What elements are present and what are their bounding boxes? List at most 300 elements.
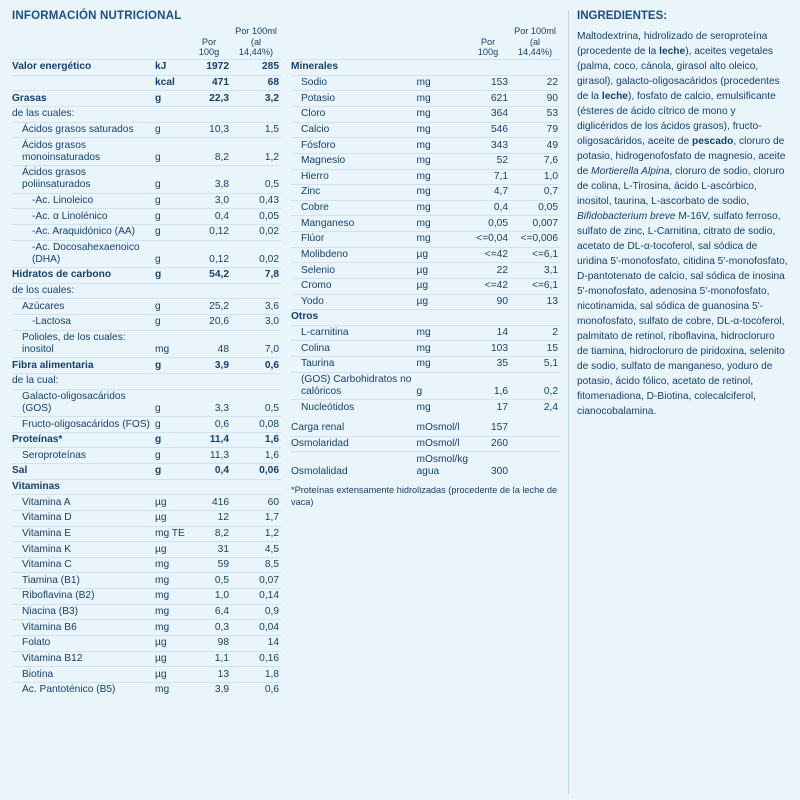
row-value-per-100g: 7,1: [468, 169, 512, 185]
row-value-per-100g: 98: [189, 635, 233, 651]
row-unit: mg: [151, 604, 189, 620]
table-row: [12, 464, 281, 480]
row-value-per-100g: 1,0: [189, 589, 233, 605]
table-row: [12, 299, 281, 315]
row-value-per-100g: 3,9: [214, 684, 229, 696]
row-unit: µg: [151, 510, 189, 526]
row-unit: g: [151, 209, 189, 225]
table-row: [12, 432, 281, 448]
row-unit: g: [151, 448, 189, 464]
row-label: [12, 75, 151, 91]
header-per-100g-l1: Por: [480, 36, 496, 47]
row-value-per-100ml: 0,2: [512, 372, 560, 400]
row-value-per-100g: 48: [189, 330, 233, 358]
row-label: Molibdeno: [291, 247, 412, 263]
row-label: -Ac. α Linolénico: [12, 209, 151, 225]
row-unit: mg: [151, 557, 189, 573]
row-unit: µg: [412, 247, 468, 263]
table-row: [12, 651, 281, 667]
row-value-per-100ml: [233, 107, 281, 123]
row-value-per-100ml: 0,05: [233, 209, 281, 225]
table-row: [12, 510, 281, 526]
table-row: [291, 169, 560, 185]
row-value-per-100ml: 3,1: [512, 263, 560, 279]
row-unit: [412, 310, 468, 326]
table-row: [291, 421, 560, 436]
table-row: [12, 620, 281, 636]
row-label: Hidratos de carbono: [12, 268, 151, 284]
table-row: [12, 573, 281, 589]
row-value-per-100ml: 0,04: [233, 620, 281, 636]
row-value-per-100g: 0,4: [189, 209, 233, 225]
table-row: [291, 452, 560, 479]
table-header-row: [12, 25, 281, 60]
row-value-per-100g: 546: [468, 122, 512, 138]
row-value-per-100ml: 0,6: [233, 358, 281, 374]
row-value-per-100g: 17: [496, 401, 508, 413]
row-value-per-100g: 1,6: [468, 372, 512, 400]
row-label: Sodio: [291, 75, 412, 91]
row-value-per-100g: 12: [189, 510, 233, 526]
table-row: [12, 138, 281, 166]
row-unit: [151, 479, 189, 495]
row-value-per-100ml: 1,0: [512, 169, 560, 185]
row-value-per-100ml: 1,8: [233, 667, 281, 683]
row-value-per-100g: 22: [468, 263, 512, 279]
row-unit: µg: [412, 263, 468, 279]
row-value-per-100g: 6,4: [189, 604, 233, 620]
page-title: INFORMACIÓN NUTRICIONAL: [12, 10, 182, 22]
row-value-per-100g: 22,3: [189, 91, 233, 107]
row-value-per-100g: 621: [468, 91, 512, 107]
row-value-per-100ml: [512, 310, 560, 326]
header-per-100g: [189, 25, 233, 60]
table-row: [291, 122, 560, 138]
table-row: [12, 417, 281, 433]
row-value-per-100g: 14: [468, 325, 512, 341]
row-unit: mg: [155, 684, 170, 696]
table-row: [291, 341, 560, 357]
row-label: Vitamina D: [12, 510, 151, 526]
row-value-per-100g: 13: [189, 667, 233, 683]
row-unit: µg: [151, 651, 189, 667]
row-label: Riboflavina (B2): [12, 589, 151, 605]
row-label: Grasas: [12, 91, 151, 107]
row-value-per-100ml: 3,0: [233, 315, 281, 331]
row-label: (GOS) Carbohidratos no calóricos: [291, 372, 412, 400]
header-per-100ml: [233, 25, 281, 60]
row-unit: µg: [151, 667, 189, 683]
row-unit: mg: [412, 107, 468, 123]
table-row: [12, 358, 281, 374]
table-row: [291, 436, 560, 452]
table-row: [12, 589, 281, 605]
row-label: de las cuales:: [12, 107, 151, 123]
table-row: [291, 185, 560, 201]
row-label: Ac. Pantoténico (B5): [22, 684, 116, 696]
row-unit: mg: [151, 573, 189, 589]
row-unit: mOsmol/kg agua: [416, 453, 468, 477]
table-row: [291, 400, 560, 415]
row-label: -Ac. Linoleico: [12, 193, 151, 209]
row-unit: g: [151, 315, 189, 331]
table-columns: [12, 25, 560, 697]
row-value-per-100g: <=42: [468, 278, 512, 294]
row-label: Osmolaridad: [291, 436, 412, 452]
row-value-per-100g: 1,1: [189, 651, 233, 667]
row-value-per-100ml: [233, 479, 281, 495]
table-row: [291, 232, 560, 248]
row-value-per-100g: [189, 107, 233, 123]
row-unit: mg: [151, 620, 189, 636]
row-value-per-100g: 59: [189, 557, 233, 573]
row-unit: µg: [412, 278, 468, 294]
row-label: Ácidos grasos saturados: [12, 122, 151, 138]
table-row: [12, 448, 281, 464]
row-label: Valor energético: [12, 60, 151, 76]
row-unit: g: [151, 193, 189, 209]
row-value-per-100ml: 0,43: [233, 193, 281, 209]
row-value-per-100ml: 8,5: [233, 557, 281, 573]
row-value-per-100ml: 4,5: [233, 542, 281, 558]
row-unit: mg: [412, 75, 468, 91]
table-row: [291, 91, 560, 107]
row-value-per-100g: [189, 479, 233, 495]
row-unit: [412, 60, 468, 76]
header-per-100ml-l2: (al 14,44%): [517, 36, 553, 57]
row-unit: g: [151, 122, 189, 138]
table-row: [291, 278, 560, 294]
row-unit: g: [151, 432, 189, 448]
row-unit: kcal: [151, 75, 189, 91]
row-value-per-100g: 31: [189, 542, 233, 558]
table-row: [12, 557, 281, 573]
table-row: [12, 495, 281, 511]
table-row: [291, 75, 560, 91]
table-row: [12, 60, 281, 76]
header-unit: [412, 25, 468, 60]
row-value-per-100ml: 285: [233, 60, 281, 76]
row-label: Yodo: [291, 294, 412, 310]
row-label: Vitamina B12: [12, 651, 151, 667]
row-value-per-100ml: 0,16: [233, 651, 281, 667]
row-value-per-100g: 0,12: [189, 224, 233, 240]
osmolarity-rows: [291, 421, 560, 479]
row-value-per-100ml: [512, 452, 560, 479]
row-unit: [151, 373, 189, 389]
row-label: Colina: [291, 341, 412, 357]
row-value-per-100g: 0,6: [189, 417, 233, 433]
row-value-per-100ml: 0,6: [264, 684, 279, 696]
row-value-per-100ml: 0,02: [233, 240, 281, 268]
row-value-per-100ml: [233, 373, 281, 389]
row-label: Magnesio: [291, 153, 412, 169]
table-row: [12, 224, 281, 240]
row-value-per-100ml: 53: [512, 107, 560, 123]
row-label: Tiamina (B1): [12, 573, 151, 589]
row-label: Cobre: [291, 200, 412, 216]
row-value-per-100ml: 1,7: [233, 510, 281, 526]
row-unit: g: [151, 138, 189, 166]
row-value-per-100g: 0,05: [468, 216, 512, 232]
row-value-per-100g: 11,3: [189, 448, 233, 464]
protein-footnote: *Proteínas extensamente hidrolizadas (procedente de la leche de vaca): [291, 484, 558, 507]
row-unit: g: [151, 417, 189, 433]
row-value-per-100ml: 90: [512, 91, 560, 107]
nutrition-table-middle: [291, 25, 560, 479]
table-row: [12, 91, 281, 107]
table-row: [291, 247, 560, 263]
header-per-100ml-l1: Por 100ml: [235, 26, 277, 37]
row-value-per-100ml: 13: [512, 294, 560, 310]
row-value-per-100ml: 1,2: [233, 526, 281, 542]
table-row: [291, 294, 560, 310]
header-per-100g-l2: 100g: [477, 46, 499, 57]
row-value-per-100g: 157: [468, 421, 512, 436]
row-unit: g: [151, 464, 189, 480]
header-per-100g-l2: 100g: [198, 46, 220, 57]
table-header-row: [291, 25, 560, 60]
row-label: Azúcares: [12, 299, 151, 315]
row-value-per-100g: 0,4: [189, 464, 233, 480]
nutrition-rows-middle: [291, 60, 560, 415]
row-label: de los cuales:: [12, 283, 151, 299]
row-value-per-100g: 20,6: [189, 315, 233, 331]
table-row: [291, 325, 560, 341]
row-unit: mg: [412, 153, 468, 169]
row-label: Ácidos grasos monoinsaturados: [12, 138, 151, 166]
row-value-per-100g: 25,2: [189, 299, 233, 315]
row-unit: mg: [151, 330, 189, 358]
row-label: Vitamina C: [12, 557, 151, 573]
row-label: Vitamina B6: [12, 620, 151, 636]
row-value-per-100g: 35: [468, 357, 512, 373]
row-value-per-100g: 90: [468, 294, 512, 310]
row-value-per-100ml: 0,05: [512, 200, 560, 216]
nutrition-column-middle: [291, 25, 560, 697]
row-value-per-100ml: 1,6: [233, 448, 281, 464]
table-row: [291, 357, 560, 373]
row-unit: µg: [151, 542, 189, 558]
row-label: Fructo-oligosacáridos (FOS): [12, 417, 151, 433]
table-row: [12, 315, 281, 331]
header-per-100g-l1: Por: [201, 36, 217, 47]
row-label: Manganeso: [291, 216, 412, 232]
header-per-100ml: [512, 25, 560, 60]
table-row: [291, 200, 560, 216]
row-label: -Ac. Docosahexaenoico (DHA): [12, 240, 151, 268]
row-label: Cloro: [291, 107, 412, 123]
table-row: [12, 682, 281, 697]
row-unit: [151, 283, 189, 299]
table-row: [291, 153, 560, 169]
row-value-per-100ml: 2,4: [543, 401, 558, 413]
row-label: Potasio: [291, 91, 412, 107]
row-value-per-100g: [468, 60, 512, 76]
row-value-per-100ml: 0,5: [233, 389, 281, 417]
row-unit: g: [151, 358, 189, 374]
row-unit: mg: [412, 122, 468, 138]
table-row: [12, 389, 281, 417]
row-label: Fibra alimentaria: [12, 358, 151, 374]
row-label: Folato: [12, 635, 151, 651]
row-unit: mg: [416, 401, 431, 413]
row-value-per-100ml: 1,5: [233, 122, 281, 138]
row-value-per-100g: 300: [491, 465, 508, 477]
row-value-per-100ml: [233, 283, 281, 299]
row-label: Seroproteínas: [12, 448, 151, 464]
row-unit: g: [151, 268, 189, 284]
row-value-per-100g: 471: [189, 75, 233, 91]
row-value-per-100ml: 1,2: [233, 138, 281, 166]
row-value-per-100g: 10,3: [189, 122, 233, 138]
row-label: L-carnitina: [291, 325, 412, 341]
row-unit: [151, 107, 189, 123]
row-value-per-100ml: 14: [233, 635, 281, 651]
row-value-per-100g: 3,0: [189, 193, 233, 209]
row-unit: mg TE: [151, 526, 189, 542]
table-row: [12, 193, 281, 209]
row-unit: g: [151, 240, 189, 268]
row-value-per-100ml: 0,9: [233, 604, 281, 620]
row-label: Taurina: [291, 357, 412, 373]
row-label: Calcio: [291, 122, 412, 138]
row-label: Osmolalidad: [291, 465, 348, 477]
header-unit: [151, 25, 189, 60]
row-value-per-100ml: [512, 436, 560, 452]
table-row: [12, 107, 281, 123]
row-value-per-100ml: 0,02: [233, 224, 281, 240]
row-unit: µg: [151, 635, 189, 651]
row-label: Ácidos grasos poliinsaturados: [12, 165, 151, 193]
row-value-per-100g: 343: [468, 138, 512, 154]
row-value-per-100g: 3,3: [189, 389, 233, 417]
row-value-per-100g: [468, 310, 512, 326]
row-unit: mg: [412, 232, 468, 248]
row-label: Niacina (B3): [12, 604, 151, 620]
row-value-per-100ml: 0,5: [233, 165, 281, 193]
row-label: -Ac. Araquidónico (AA): [12, 224, 151, 240]
row-label: Proteínas*: [12, 432, 151, 448]
row-label: Flúor: [291, 232, 412, 248]
row-value-per-100ml: 60: [233, 495, 281, 511]
row-value-per-100g: 8,2: [189, 526, 233, 542]
row-label: Selenio: [291, 263, 412, 279]
row-unit: g: [151, 224, 189, 240]
table-row: [12, 283, 281, 299]
row-value-per-100g: [189, 373, 233, 389]
table-row: [12, 330, 281, 358]
row-value-per-100ml: <=6,1: [512, 278, 560, 294]
row-value-per-100g: <=42: [468, 247, 512, 263]
row-value-per-100g: 103: [468, 341, 512, 357]
row-value-per-100g: 11,4: [189, 432, 233, 448]
row-value-per-100ml: 15: [512, 341, 560, 357]
row-label: Otros: [291, 310, 412, 326]
row-label: Vitamina K: [12, 542, 151, 558]
table-row: [291, 138, 560, 154]
row-label: -Lactosa: [12, 315, 151, 331]
table-row: [291, 216, 560, 232]
row-unit: mOsmol/l: [412, 436, 468, 452]
row-unit: g: [151, 165, 189, 193]
row-label: Galacto-oligosacáridos (GOS): [12, 389, 151, 417]
row-label: de la cual:: [12, 373, 151, 389]
row-value-per-100g: 3,9: [189, 358, 233, 374]
row-value-per-100ml: 3,2: [233, 91, 281, 107]
row-value-per-100g: 0,4: [468, 200, 512, 216]
row-value-per-100ml: 0,07: [233, 573, 281, 589]
table-row: [291, 60, 560, 76]
table-row: [291, 263, 560, 279]
row-label: Cromo: [291, 278, 412, 294]
row-value-per-100g: 416: [189, 495, 233, 511]
row-value-per-100ml: 7,8: [233, 268, 281, 284]
row-label: Biotina: [12, 667, 151, 683]
row-value-per-100g: 0,5: [189, 573, 233, 589]
row-unit: µg: [151, 495, 189, 511]
table-row: [12, 667, 281, 683]
table-row: [291, 372, 560, 400]
row-unit: g: [151, 299, 189, 315]
row-unit: mg: [412, 138, 468, 154]
row-unit: g: [151, 91, 189, 107]
row-value-per-100g: 4,7: [468, 185, 512, 201]
row-value-per-100g: 1972: [189, 60, 233, 76]
table-row: [12, 604, 281, 620]
nutrition-rows-left: [12, 60, 281, 698]
row-value-per-100g: <=0,04: [468, 232, 512, 248]
row-value-per-100ml: 0,14: [233, 589, 281, 605]
header-spacer: [12, 25, 151, 60]
nutrition-column-left: [12, 25, 281, 697]
row-value-per-100g: 52: [468, 153, 512, 169]
row-unit: mg: [412, 341, 468, 357]
row-label: Zinc: [291, 185, 412, 201]
row-label: Vitamina A: [12, 495, 151, 511]
row-value-per-100ml: 68: [233, 75, 281, 91]
row-unit: g: [151, 389, 189, 417]
row-value-per-100ml: 3,6: [233, 299, 281, 315]
row-unit: mg: [412, 216, 468, 232]
row-unit: mg: [412, 91, 468, 107]
table-row: [12, 526, 281, 542]
row-unit: g: [412, 372, 468, 400]
table-row: [12, 268, 281, 284]
ingredients-text: Maltodextrina, hidrolizado de seroproteína (procedente de la leche), aceites vegetales (palma, coco, cánola, girasol alto oleico, girasol), galacto-oligosacáridos (procedentes de la leche), fosfato de calcio, emulsificante (ésteres de ácido cítrico de mono y diglicéridos de los ácidos grasos), fructo-oligosacáridos, aceite de pescado, cloruro de potasio, hidrogenofosfato de magnesio, aceite de Mortierella Alpina, cloruro de sodio, cloruro de colina, L-Tirosina, ácido L-ascórbico, inositol, taurina, L-ascorbato de sodio, Bifidobacterium breve M-16V, sulfato ferroso, sulfato de zinc, L-Carnitina, citrato de sodio, acetato de DL-α-tocoferol, sal sódica de uridina 5'-monofosfato, citidina 5'-monofosfato, D-pantotenato de calcio, sal sódica de inosina 5'-monofosfato, adenosina 5'-monofosfato, nicotinamida, sal sódica de guanosina 5'-monofosfato, sulfato de cobre, DL-α-tocoferol, palmitato de retinol, riboflavina, hidrocloruro de tiamina, hidrocloruro de piridoxina, selenito de sodio, sulfato de manganeso, yoduro de potasio, ácido fólico, acetato de retinol, fitomenadiona, D-Biotina, colecalciferol, cianocobalamina.: [577, 31, 788, 417]
header-per-100ml-l1: Por 100ml: [514, 26, 556, 37]
row-unit: mOsmol/l: [412, 421, 468, 436]
row-label: Vitamina E: [12, 526, 151, 542]
ingredients-area: [568, 10, 788, 794]
row-value-per-100ml: 7,6: [512, 153, 560, 169]
row-label: Vitaminas: [12, 479, 151, 495]
row-value-per-100g: 364: [468, 107, 512, 123]
row-unit: kJ: [151, 60, 189, 76]
row-value-per-100ml: 0,06: [233, 464, 281, 480]
row-value-per-100ml: 0,08: [233, 417, 281, 433]
row-unit: mg: [412, 185, 468, 201]
ingredients-title: INGREDIENTES:: [577, 10, 668, 22]
row-unit: µg: [412, 294, 468, 310]
row-value-per-100g: 153: [468, 75, 512, 91]
header-spacer: [291, 25, 412, 60]
row-value-per-100ml: 0,7: [512, 185, 560, 201]
row-label: Nucleótidos: [301, 401, 355, 413]
row-value-per-100ml: 79: [512, 122, 560, 138]
table-row: [12, 479, 281, 495]
row-value-per-100ml: <=0,006: [512, 232, 560, 248]
